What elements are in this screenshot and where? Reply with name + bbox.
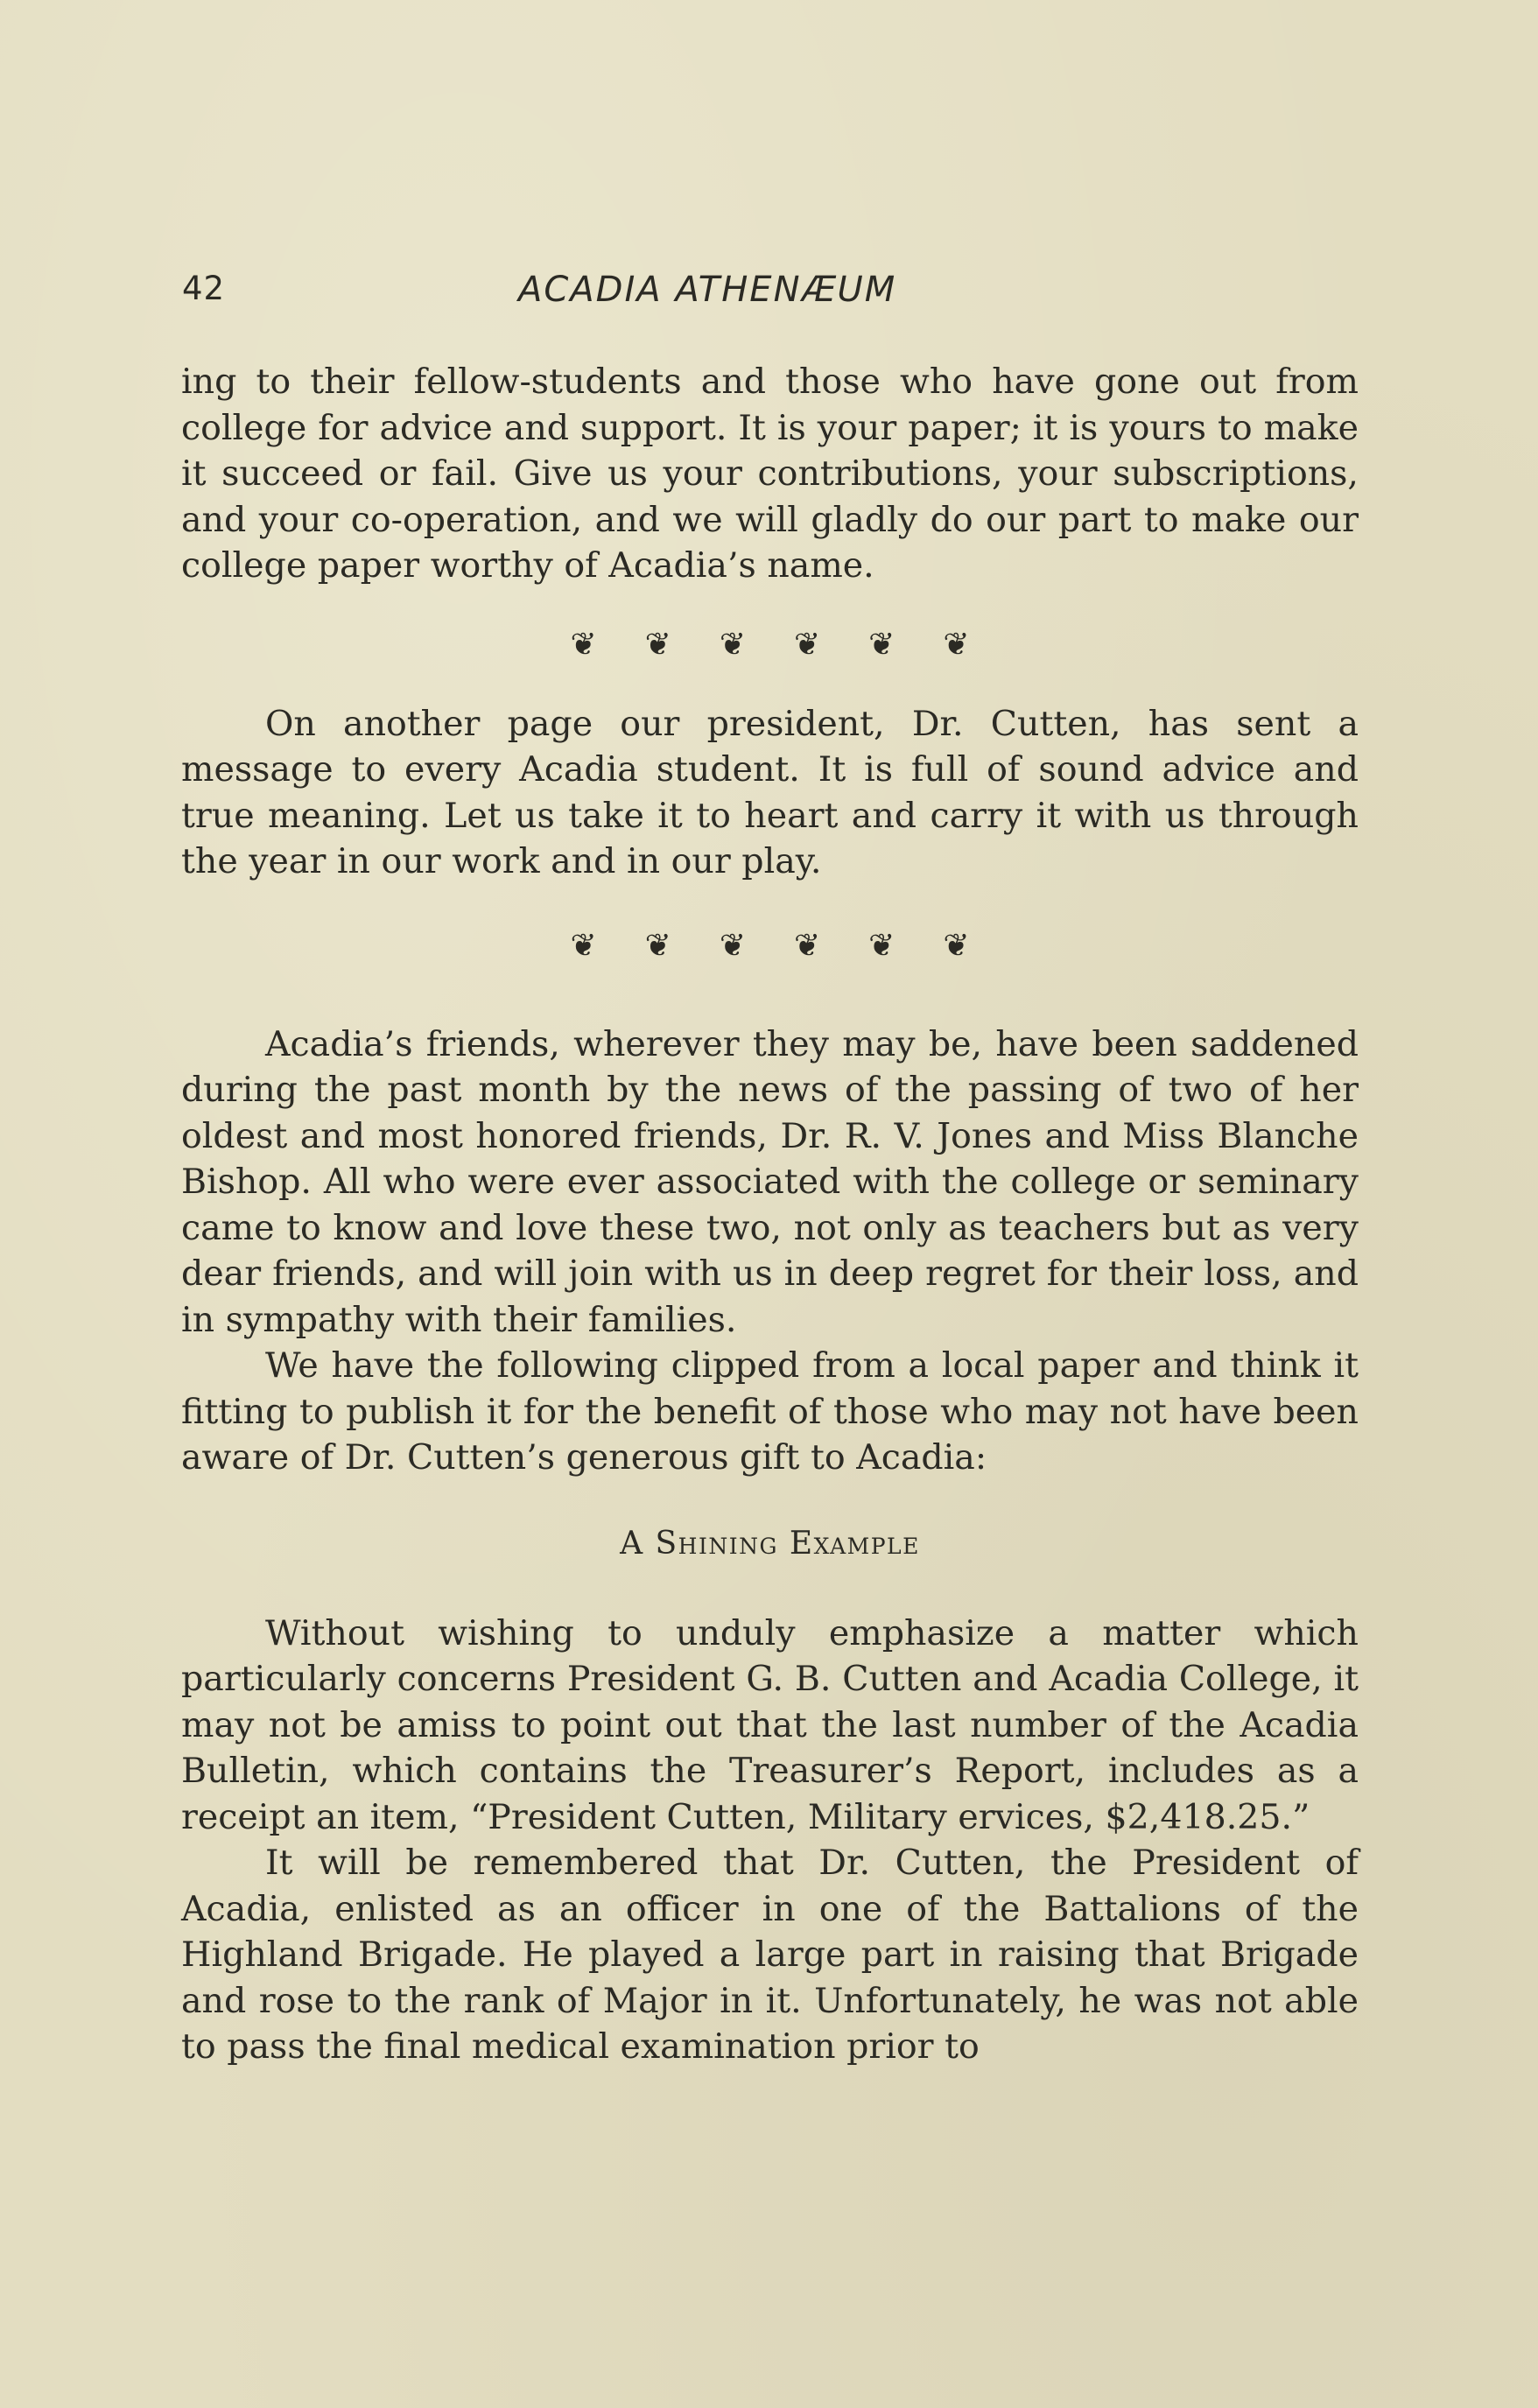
paragraph-clipping-intro: We have the following clipped from a local paper and think it fitting to publish it for the benefit of those who may not have been aware of Dr. Cutten’s generous gift to Acadia: xyxy=(181,1345,1359,1478)
paragraph-continuation: ing to their fellow-students and those who have gone out from college for advice and support. It is your paper; it is yours to make it succeed or fail. Give us your contributions, your subscriptions, and your co-operation, and we will gladly do our part to make our college paper worthy of Acadia’s name. xyxy=(181,362,1359,586)
article-body xyxy=(181,359,1359,2070)
running-title: ACADIA ATHENÆUM xyxy=(518,270,897,310)
fleuron-ornament-icon-row: ❦❦❦❦❦❦ xyxy=(570,927,1018,964)
page-header xyxy=(182,270,1360,319)
paragraph-obituary: Acadia’s friends, wherever they may be, have been saddened during the past month by the news of the passing of two of her oldest and most honored friends, Dr. R. V. Jones and Miss Blanche Bishop. All who were ever associated with the college or seminary came to know and love these two, not only as teachers but as very dear friends, and will join with us in deep regret for their loss, and in sympathy with their families. xyxy=(181,1023,1359,1340)
page-number: 42 xyxy=(182,270,226,307)
paragraph-president-message: On another page our president, Dr. Cutten, has sent a message to every Acadia student. It is full of sound advice and true meaning. Let us take it to heart and carry it with us through the year in our work and in our play. xyxy=(181,703,1359,881)
paragraph-shining-example-2: It will be remembered that Dr. Cutten, the President of Acadia, enlisted as an officer in one of the Battalions of the Highland Brigade. He played a large part in raising that Brigade and rose to the rank of Major in it. Unfortunately, he was not able to pass the final medical examination prior to xyxy=(181,1843,1359,2067)
paragraph-shining-example-1: Without wishing to unduly emphasize a matter which particularly concerns President G. B. Cutten and Acadia College, it may not be amiss to point out that the last number of the Acadia Bulletin, which contains the Treasurer’s Report, includes as a receipt an item, “President Cutten, Military ervices, $2,418.25.” xyxy=(181,1612,1359,1837)
fleuron-ornament-icon-row: ❦❦❦❦❦❦ xyxy=(570,626,1018,663)
section-title: A Shining Example xyxy=(620,1525,920,1562)
